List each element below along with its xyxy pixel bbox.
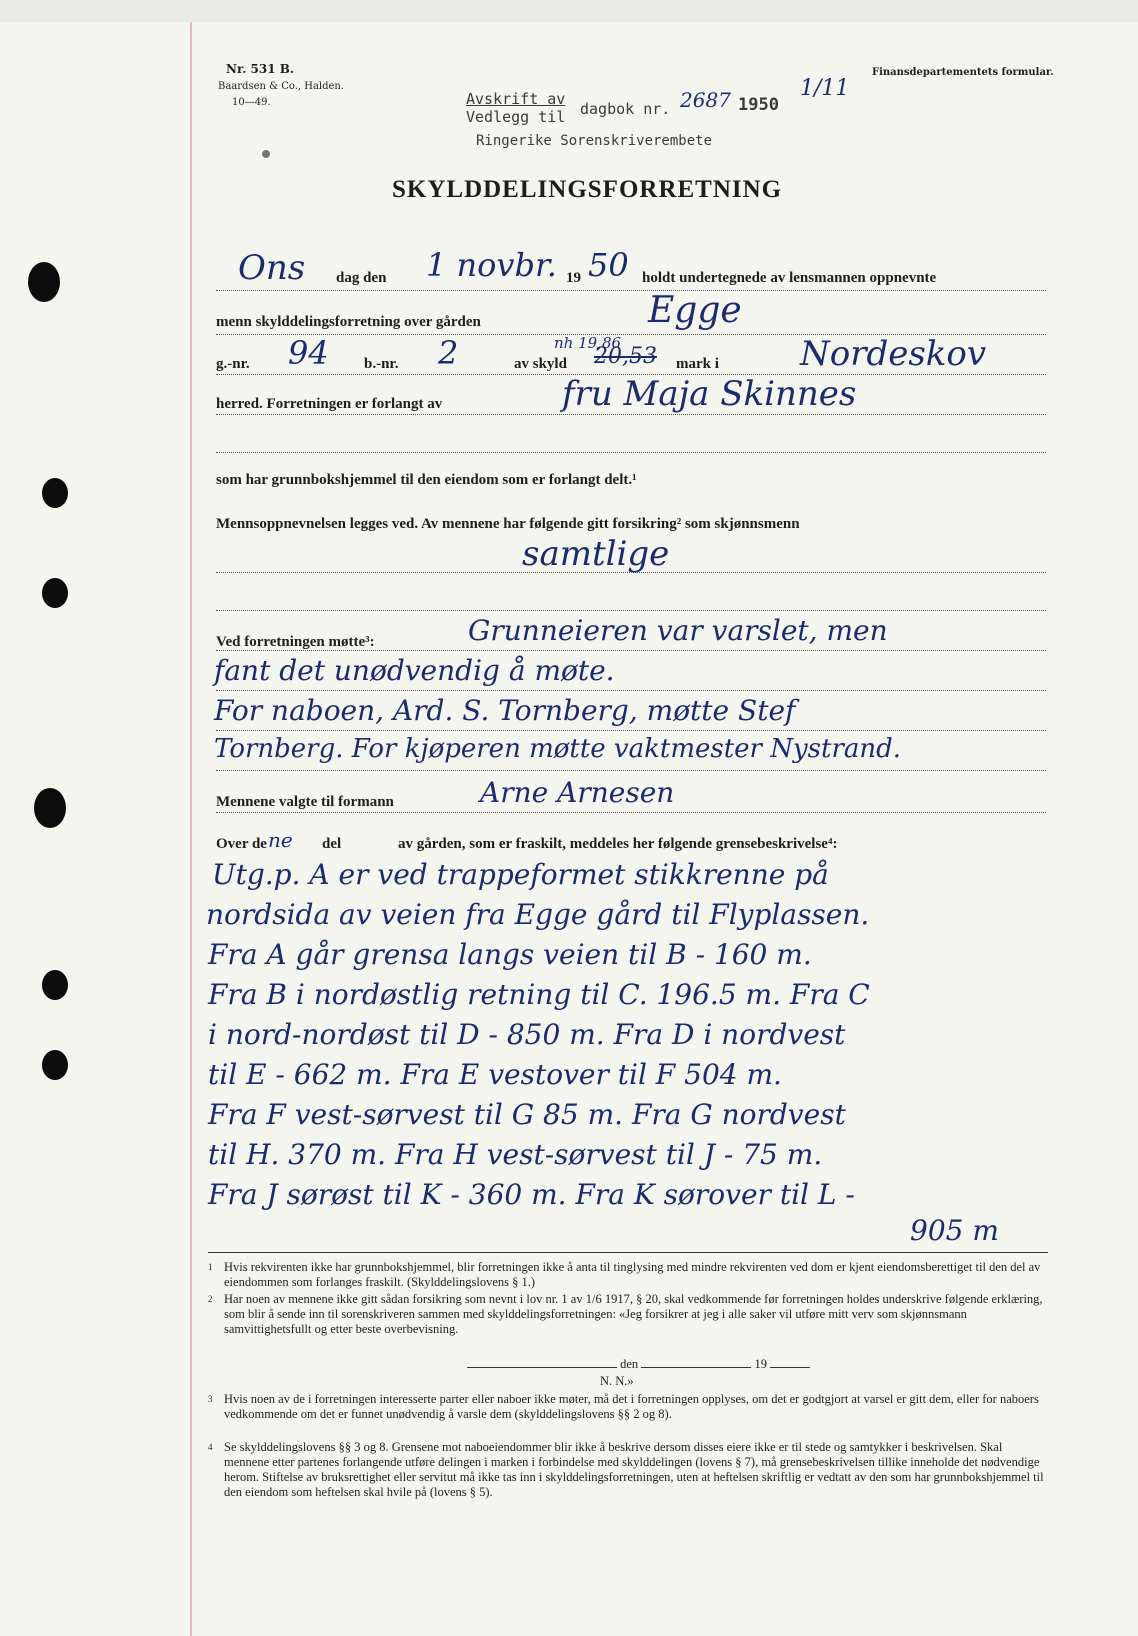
- dotted-rule: [216, 770, 1046, 771]
- hw-attended-line: For naboen, Ard. S. Tornberg, møtte Stef: [214, 694, 796, 727]
- label-19: 19: [566, 270, 581, 286]
- stamp-office: Ringerike Sorenskriverembete: [476, 133, 713, 149]
- sig-year: 19: [754, 1357, 767, 1371]
- hw-boundary-line: Fra F vest-sørvest til G 85 m. Fra G nordvest: [208, 1098, 846, 1131]
- hw-boundary-line: til E - 662 m. Fra E vestover til F 504 m.: [208, 1058, 782, 1091]
- hw-gnr: 94: [288, 334, 329, 372]
- footnote-text: Se skylddelingslovens §§ 3 og 8. Grensene mot naboeiendommer blir ikke å beskrive dersom disses eiere ikke er til stede og samtykker i beskrivelsen. Skal mennene etter partenes forlangende utføre delingen i marken i forbindelse med skylddelingen (lovens § 7), må grensebeskrivelsen tillike inneholde det nødvendige herom. Stiftelse av bruksrettighet eller servitut må ikke tas inn i skylddelingsforretningen, uten at heftelsen skriftlig er vedtatt av den som har grunnbokshjemmel til den eiendom som heftelsen skal hvile på (lovens § 5).: [224, 1440, 1044, 1499]
- punch-hole: [34, 788, 66, 828]
- hw-insured: samtlige: [522, 534, 670, 574]
- dotted-rule: [216, 290, 1046, 291]
- label-mark-i: mark i: [676, 356, 719, 372]
- label-bnr: b.-nr.: [364, 356, 399, 372]
- footnote-separator: [208, 1252, 1048, 1253]
- hw-date: 1 novbr.: [426, 246, 557, 284]
- dotted-rule: [216, 730, 1046, 731]
- form-number: Nr. 531 B.: [226, 62, 295, 76]
- label-dag-den: dag den: [336, 270, 387, 286]
- hw-requester: fru Maja Skinnes: [562, 374, 857, 414]
- hw-boundary-line: Fra J sørøst til K - 360 m. Fra K sørover til L -: [208, 1178, 855, 1211]
- label-gnr: g.-nr.: [216, 356, 250, 372]
- hw-skyld-note: nh 19,86: [554, 334, 622, 352]
- hw-attended-line: Tornberg. For kjøperen møtte vaktmester Nystrand.: [214, 734, 902, 764]
- hw-skyld: 20,53: [594, 344, 657, 369]
- dotted-rule: [216, 572, 1046, 573]
- punch-hole: [28, 262, 60, 302]
- hw-attended-line: Grunneieren var varslet, men: [468, 614, 888, 647]
- hw-part: ne: [268, 828, 293, 852]
- margin-line: [190, 22, 192, 1636]
- footnote-number: 1: [208, 1262, 213, 1272]
- ministry-form-label: Finansdepartementets formular.: [872, 67, 1054, 78]
- stamp-avskrift: Avskrift av: [466, 90, 566, 108]
- dagbok-date: 1/11: [800, 76, 850, 101]
- hw-boundary-line: i nord-nordøst til D - 850 m. Fra D i nordvest: [208, 1018, 846, 1051]
- stamp-vedlegg: Vedlegg til: [466, 108, 566, 126]
- hw-boundary-line: Fra A går grensa langs veien til B - 160 m.: [208, 938, 812, 971]
- punch-hole: [42, 478, 68, 508]
- footnote-text: Har noen av mennene ikke gitt sådan forsikring som nevnt i lov nr. 1 av 1/6 1917, § 20, skal vedkommende før forretningen holdes underskrive følgende erklæring, som blir å sende inn til sorenskriveren sammen med skylddelingsforretningen: «Jeg forsikrer at jeg i alle saker vil utføre mitt verv som skjønnsmann samvittighetsfullt og etter beste overbevisning.: [224, 1292, 1043, 1336]
- printer-name: Baardsen & Co., Halden.: [218, 81, 345, 92]
- footnote-3: [208, 1392, 1048, 1422]
- print-date: 10—49.: [232, 97, 271, 108]
- label-over-de: Over de: [216, 836, 267, 852]
- label-forlangt-av: herred. Forretningen er forlangt av: [216, 396, 443, 412]
- hw-boundary-line: 905 m: [910, 1214, 999, 1247]
- hw-attended-line: fant det unødvendig å møte.: [214, 654, 615, 687]
- dotted-rule: [216, 812, 1046, 813]
- footnote-4: [208, 1440, 1048, 1500]
- punch-hole: [42, 970, 68, 1000]
- hw-boundary-line: til H. 370 m. Fra H vest-sørvest til J - 75 m.: [208, 1138, 823, 1171]
- label-grensebeskrivelse: av gården, som er fraskilt, meddeles her følgende grensebeskrivelse⁴:: [398, 836, 838, 852]
- label-grunnbokshjemmel: som har grunnbokshjemmel til den eiendom som er forlangt delt.¹: [216, 472, 637, 488]
- footnote-1: [208, 1260, 1048, 1290]
- dagbok-year: 1950: [738, 95, 779, 115]
- dotted-rule: [216, 610, 1046, 611]
- hw-farm: Egge: [648, 290, 742, 331]
- stamp-dagbok: dagbok nr.: [580, 100, 671, 118]
- hw-chairman: Arne Arnesen: [480, 776, 675, 809]
- footnote-text: Hvis noen av de i forretningen interesserte parter eller naboer ikke møter, må det i forretningen opplyses, om det er godtgjort at varsel er gitt dem, eller for naboers vedkommende om det er funnet unødvendig å varsle dem (skylddelingslovens §§ 2 og 8).: [224, 1392, 1039, 1421]
- ink-dot: [262, 150, 270, 158]
- label-formann: Mennene valgte til formann: [216, 794, 394, 810]
- dotted-rule: [216, 690, 1046, 691]
- signature-line: [467, 1357, 857, 1372]
- label-holdt: holdt undertegnede av lensmannen oppnevnte: [642, 270, 937, 286]
- hw-boundary-line: nordsida av veien fra Egge gård til Flyplassen.: [206, 898, 870, 931]
- dagbok-number: 2687: [680, 88, 731, 112]
- footnote-text: Hvis rekvirenten ikke har grunnbokshjemmel, blir forretningen ikke å anta til tinglysing med mindre rekvirenten ved dom er kjent eiendomsberettiget til den del av eiendommen som forlanges fraskilt. (Skylddelingslovens § 1.): [224, 1260, 1041, 1289]
- sig-nn: N. N.»: [600, 1374, 634, 1388]
- punch-hole: [42, 1050, 68, 1080]
- dotted-rule: [216, 414, 1046, 415]
- hw-year: 50: [588, 246, 629, 284]
- sig-den: den: [620, 1357, 639, 1371]
- footnote-number: 3: [208, 1394, 213, 1404]
- label-motte: Ved forretningen møtte³:: [216, 634, 375, 650]
- footnote-number: 4: [208, 1442, 213, 1452]
- dotted-rule: [216, 650, 1046, 651]
- scan-top-edge: [0, 0, 1138, 22]
- label-gaarden: menn skylddelingsforretning over gården: [216, 314, 481, 330]
- hw-herred: Nordeskov: [800, 334, 987, 374]
- label-skyld: av skyld: [514, 356, 567, 372]
- hw-day: Ons: [238, 248, 306, 288]
- hw-boundary-line: Utg.p. A er ved trappeformet stikkrenne på: [212, 858, 829, 891]
- document-title: SKYLDDELINGSFORRETNING: [392, 176, 783, 203]
- footnote-2: [208, 1292, 1048, 1337]
- label-del: del: [322, 836, 342, 852]
- label-mennsoppnevnelsen: Mennsoppnevnelsen legges ved. Av mennene har følgende gitt forsikring² som skjønnsmenn: [216, 516, 800, 532]
- hw-boundary-line: Fra B i nordøstlig retning til C. 196.5 m. Fra C: [208, 978, 870, 1011]
- hw-bnr: 2: [438, 334, 459, 372]
- dotted-rule: [216, 452, 1046, 453]
- footnote-number: 2: [208, 1294, 213, 1304]
- punch-hole: [42, 578, 68, 608]
